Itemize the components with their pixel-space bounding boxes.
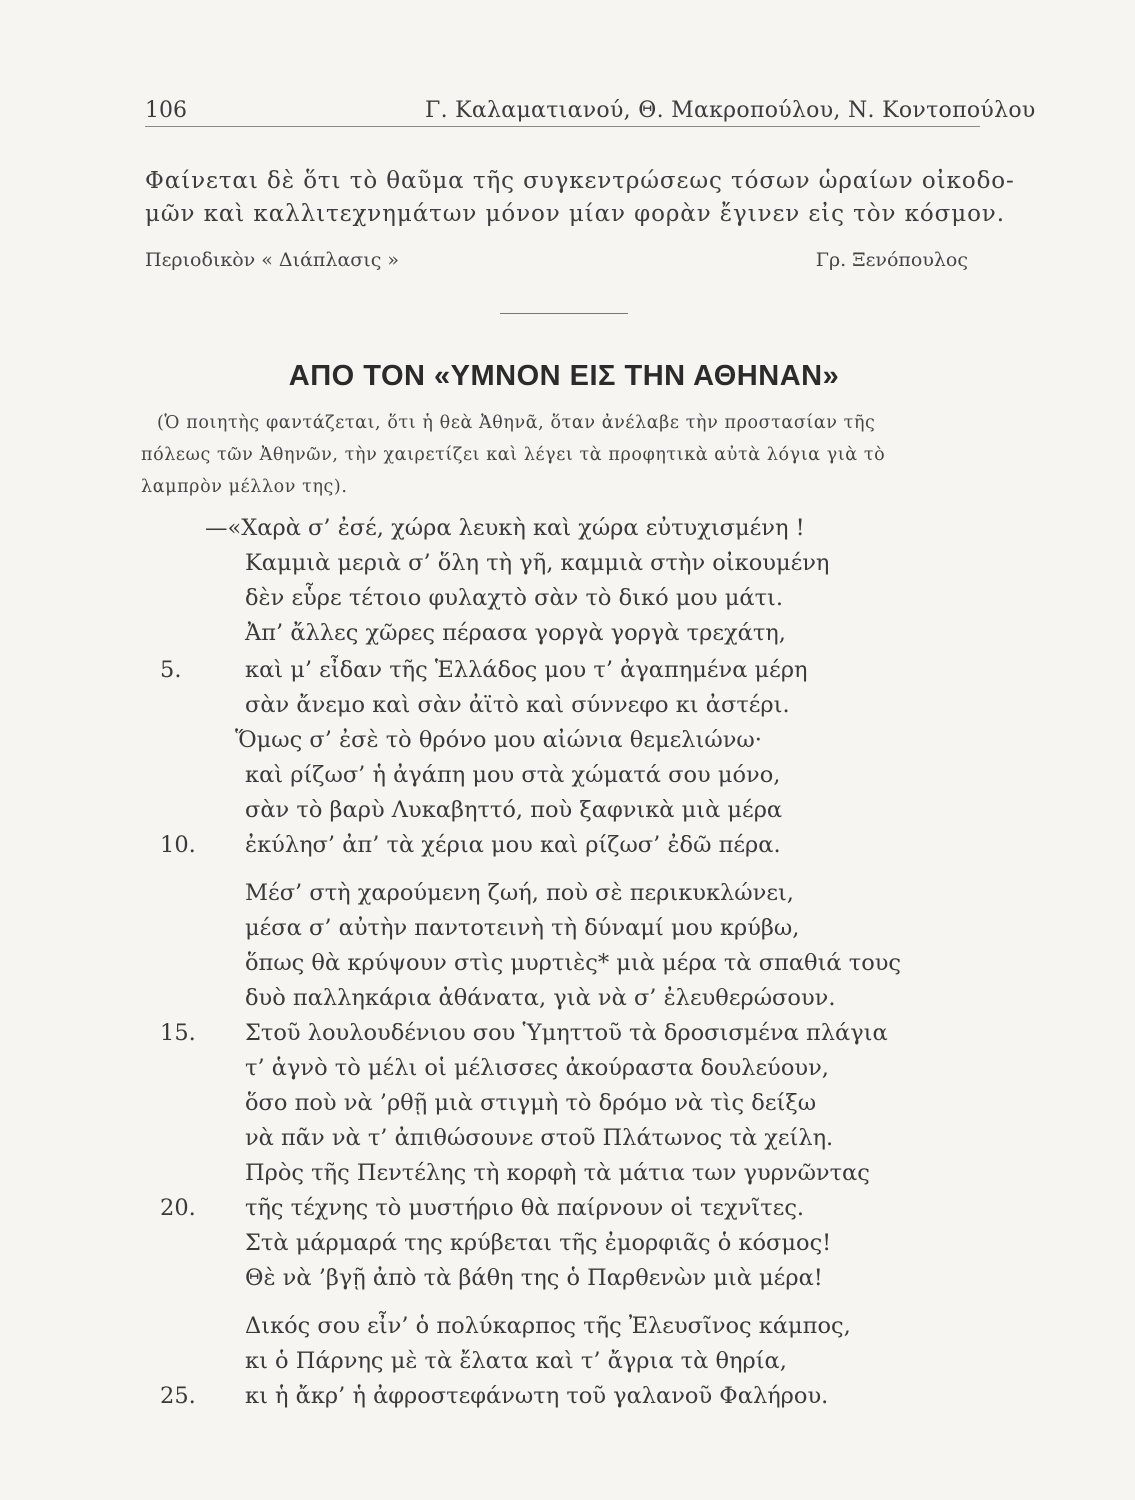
poem-intro-line: λαμπρὸν μέλλον της). (141, 477, 348, 497)
verse-line: σὰν ἄνεμο καὶ σὰν ἀϊτὸ καὶ σύννεφο κι ἀστέρι. (245, 692, 790, 718)
verse-line: Στὰ μάρμαρά της κρύβεται τῆς ἐμορφιᾶς ὁ κόσμος! (245, 1230, 832, 1256)
verse-line: —«Χαρὰ σ’ ἐσέ, χώρα λευκὴ καὶ χώρα εὐτυχισμένη ! (205, 515, 805, 541)
verse-line: Μέσ’ στὴ χαρούμενη ζωή, ποὺ σὲ περικυκλώνει, (245, 880, 794, 906)
line-number: 15. (160, 1020, 196, 1046)
verse-line: δὲν εὗρε τέτοιο φυλαχτὸ σὰν τὸ δικό μου μάτι. (245, 585, 784, 611)
poem-title: ΑΠΟ ΤΟΝ «ΥΜΝΟΝ ΕΙΣ ΤΗΝ ΑΘΗΝΑΝ» (288, 360, 840, 392)
verse-line: τ’ ἁγνὸ τὸ μέλι οἱ μέλισσες ἀκούραστα δουλεύουν, (245, 1055, 829, 1081)
verse-line: Καμμιὰ μεριὰ σ’ ὅλη τὴ γῆ, καμμιὰ στὴν οἰκουμένη (245, 550, 830, 576)
poem-intro-line: (Ὁ ποιητὴς φαντάζεται, ὅτι ἡ θεὰ Ἀθηνᾶ, ὅταν ἀνέλαβε τὴν προστασίαν τῆς (157, 413, 876, 433)
verse-line: Στοῦ λουλουδένιου σου Ὑμηττοῦ τὰ δροσισμένα πλάγια (245, 1020, 888, 1046)
header-rule (145, 126, 980, 127)
line-number: 10. (160, 832, 196, 858)
running-title: Γ. Καλαματιανού, Θ. Μακροπούλου, Ν. Κοντοπούλου (425, 98, 1036, 123)
line-number: 20. (160, 1195, 196, 1221)
verse-line: Ἀπ’ ἄλλες χῶρες πέρασα γοργὰ γοργὰ τρεχάτη, (245, 620, 786, 646)
source-author: Γρ. Ξενόπουλος (815, 249, 968, 271)
verse-line: κι ἡ ἄκρ’ ἡ ἀφροστεφάνωτη τοῦ γαλανοῦ Φαλήρου. (245, 1383, 829, 1409)
source-publication: Περιοδικὸν « Διάπλασις » (145, 249, 400, 271)
prose-line: μῶν καὶ καλλιτεχνημάτων μόνον μίαν φορὰν ἔγινεν εἰς τὸν κόσμον. (145, 201, 1005, 227)
verse-line: ὅπως θὰ κρύψουν στὶς μυρτιὲς* μιὰ μέρα τὰ σπαθιά τους (245, 950, 902, 976)
verse-line: Δικός σου εἶν’ ὁ πολύκαρπος τῆς Ἐλευσῖνος κάμπος, (245, 1313, 851, 1339)
verse-line: Ὅμως σ’ ἐσὲ τὸ θρόνο μου αἰώνια θεμελιώνω· (235, 727, 762, 753)
verse-line: ὅσο ποὺ νὰ ’ρθῇ μιὰ στιγμὴ τὸ δρόμο νὰ τὶς δείξω (245, 1090, 817, 1116)
poem-intro-line: πόλεως τῶν Ἀθηνῶν, τὴν χαιρετίζει καὶ λέγει τὰ προφητικὰ αὐτὰ λόγια γιὰ τὸ (141, 445, 886, 465)
line-number: 25. (160, 1383, 196, 1409)
verse-line: καὶ ρίζωσ’ ἡ ἀγάπη μου στὰ χώματά σου μόνο, (245, 762, 781, 788)
verse-line: μέσα σ’ αὐτὴν παντοτεινὴ τὴ δύναμί μου κρύβω, (245, 915, 800, 941)
line-number: 5. (160, 657, 182, 683)
verse-line: Πρὸς τῆς Πεντέλης τὴ κορφὴ τὰ μάτια των γυρνῶντας (245, 1160, 870, 1186)
verse-line: νὰ πᾶν νὰ τ’ ἀπιθώσουνε στοῦ Πλάτωνος τὰ χείλη. (245, 1125, 834, 1151)
section-divider (500, 313, 628, 314)
verse-line: τῆς τέχνης τὸ μυστήριο θὰ παίρνουν οἱ τεχνῖτες. (245, 1195, 805, 1221)
verse-line: κι ὁ Πάρνης μὲ τὰ ἔλατα καὶ τ’ ἄγρια τὰ θηρία, (245, 1348, 787, 1374)
verse-line: ἐκύλησ’ ἀπ’ τὰ χέρια μου καὶ ρίζωσ’ ἐδῶ πέρα. (245, 832, 781, 858)
page-number: 106 (145, 98, 187, 123)
prose-line: Φαίνεται δὲ ὅτι τὸ θαῦμα τῆς συγκεντρώσεως τόσων ὡραίων οἰκοδο- (145, 168, 1015, 194)
verse-line: σὰν τὸ βαρὺ Λυκαβηττό, ποὺ ξαφνικὰ μιὰ μέρα (245, 797, 783, 823)
verse-line: δυὸ παλληκάρια ἀθάνατα, γιὰ νὰ σ’ ἐλευθερώσουν. (245, 985, 836, 1011)
verse-line: Θὲ νὰ ’βγῇ ἀπὸ τὰ βάθη της ὁ Παρθενὼν μιὰ μέρα! (245, 1265, 823, 1291)
verse-line: καὶ μ’ εἶδαν τῆς Ἑλλάδος μου τ’ ἀγαπημένα μέρη (245, 657, 808, 683)
